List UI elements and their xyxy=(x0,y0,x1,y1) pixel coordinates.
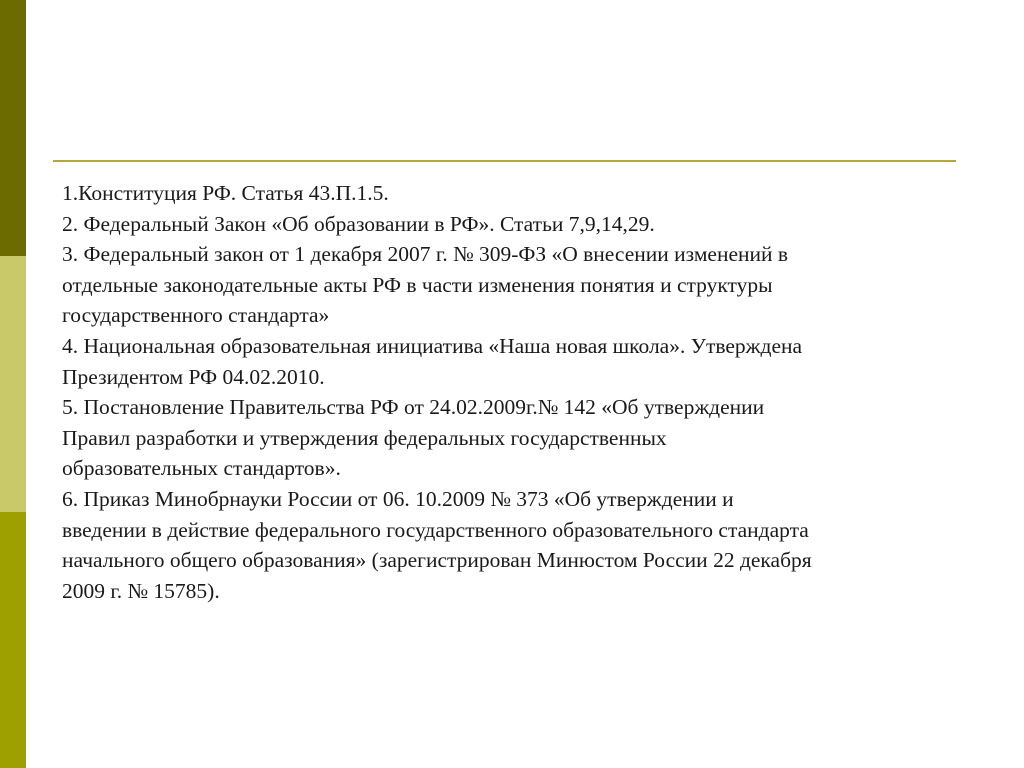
reference-item-6: 6. Приказ Минобрнауки России от 06. 10.2009 № 373 «Об утверждении и введении в действие федерального государственного образовательного стандарта начального общего образования» (зарегистрирован Минюстом России 22 декабря 2009 г. № 15785). xyxy=(62,486,812,603)
reference-item-3: 3. Федеральный закон от 1 декабря 2007 г. № 309-ФЗ «О внесении изменений в отдельные законодательные акты РФ в части изменения понятия и структуры государственного стандарта» xyxy=(62,242,789,328)
sidebar-band-bottom xyxy=(0,512,26,768)
sidebar-band-middle xyxy=(0,256,26,512)
reference-list xyxy=(62,178,962,606)
reference-item-4: 4. Национальная образовательная инициатива «Наша новая школа». Утверждена Президентом РФ 04.02.2010. xyxy=(62,333,803,389)
reference-item-1: 1.Конституция РФ. Статья 43.П.1.5. xyxy=(62,181,389,205)
sidebar-band-top xyxy=(0,0,26,256)
reference-item-5: 5. Постановление Правительства РФ от 24.02.2009г.№ 142 «Об утверждении Правил разработки и утверждения федеральных государственных образовательных стандартов». xyxy=(62,395,765,481)
reference-item-2: 2. Федеральный Закон «Об образовании в РФ». Статьи 7,9,14,29. xyxy=(62,211,655,236)
title-divider xyxy=(53,160,956,162)
